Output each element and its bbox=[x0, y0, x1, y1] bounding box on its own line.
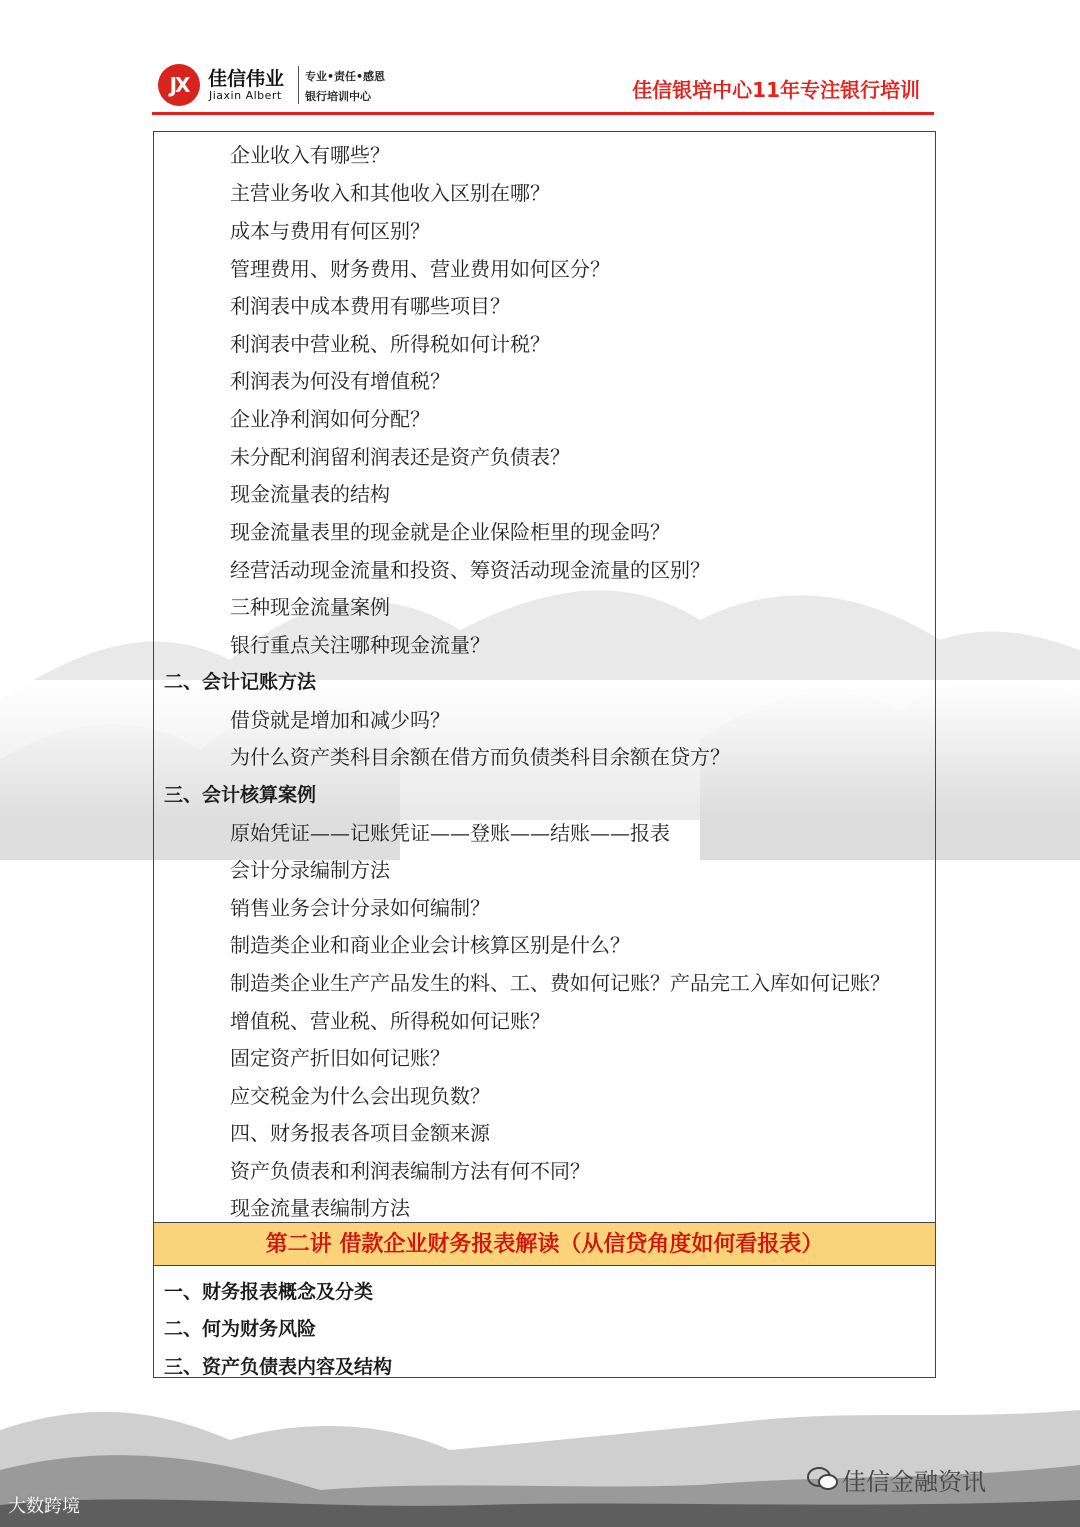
outline-item: 主营业务收入和其他收入区别在哪？ bbox=[230, 181, 550, 205]
outline-item: 银行重点关注哪种现金流量？ bbox=[230, 633, 490, 657]
watermark-left: 大数跨境 bbox=[8, 1496, 80, 1517]
logo-divider bbox=[298, 66, 299, 104]
outline-item: 经营活动现金流量和投资、筹资活动现金流量的区别？ bbox=[230, 558, 710, 582]
course-outline-box bbox=[153, 131, 936, 1378]
outline-item: 制造类企业生产产品发生的料、工、费如何记账？产品完工入库如何记账？ bbox=[230, 971, 890, 995]
document-header bbox=[158, 62, 938, 110]
outline-item: 借贷就是增加和减少吗？ bbox=[230, 708, 450, 732]
header-tagline: 佳信银培中心11年专注银行培训 bbox=[632, 78, 920, 102]
lecture-title: 第二讲 借款企业财务报表解读（从信贷角度如何看报表） bbox=[265, 1231, 824, 1257]
outline-item: 三种现金流量案例 bbox=[230, 595, 390, 619]
outline-item: 四、财务报表各项目金额来源 bbox=[230, 1121, 490, 1145]
watermark-right: 佳信金融资讯 bbox=[842, 1468, 986, 1496]
wechat-icon bbox=[806, 1466, 840, 1492]
logo-mark: JX bbox=[158, 64, 200, 106]
brand-name-en: Jiaxin Albert bbox=[209, 89, 282, 102]
outline-item: 现金流量表编制方法 bbox=[230, 1196, 410, 1220]
outline-item: 原始凭证——记账凭证——登账——结账——报表 bbox=[230, 821, 670, 845]
outline-item: 应交税金为什么会出现负数？ bbox=[230, 1084, 490, 1108]
outline-item: 企业收入有哪些？ bbox=[230, 143, 390, 167]
section-heading: 三、会计核算案例 bbox=[164, 784, 317, 806]
outline-item: 增值税、营业税、所得税如何记账？ bbox=[230, 1009, 550, 1033]
slogan-line-2: 银行培训中心 bbox=[305, 90, 371, 103]
lecture-title-bar bbox=[154, 1222, 935, 1266]
outline-item: 利润表为何没有增值税？ bbox=[230, 369, 450, 393]
section-heading: 二、会计记账方法 bbox=[164, 671, 317, 693]
outline-item: 成本与费用有何区别？ bbox=[230, 219, 430, 243]
header-divider bbox=[152, 112, 934, 115]
lecture-section-heading: 二、何为财务风险 bbox=[164, 1318, 317, 1340]
outline-item: 管理费用、财务费用、营业费用如何区分？ bbox=[230, 257, 610, 281]
outline-item: 制造类企业和商业企业会计核算区别是什么？ bbox=[230, 933, 630, 957]
outline-item: 利润表中成本费用有哪些项目？ bbox=[230, 294, 510, 318]
outline-item: 资产负债表和利润表编制方法有何不同？ bbox=[230, 1159, 590, 1183]
slogan-line-1: 专业•责任•感恩 bbox=[305, 70, 386, 83]
outline-item: 固定资产折旧如何记账？ bbox=[230, 1046, 450, 1070]
outline-item: 利润表中营业税、所得税如何计税？ bbox=[230, 332, 550, 356]
outline-item: 销售业务会计分录如何编制？ bbox=[230, 896, 490, 920]
outline-item: 为什么资产类科目余额在借方而负债类科目余额在贷方？ bbox=[230, 745, 730, 769]
outline-item: 现金流量表的结构 bbox=[230, 482, 390, 506]
lecture-section-heading: 三、资产负债表内容及结构 bbox=[164, 1356, 393, 1378]
brand-name-cn: 佳信伟业 bbox=[208, 68, 285, 90]
outline-item: 会计分录编制方法 bbox=[230, 858, 390, 882]
lecture-section-heading: 一、财务报表概念及分类 bbox=[164, 1281, 374, 1303]
outline-item: 现金流量表里的现金就是企业保险柜里的现金吗？ bbox=[230, 520, 670, 544]
outline-item: 未分配利润留利润表还是资产负债表？ bbox=[230, 445, 570, 469]
outline-item: 企业净利润如何分配？ bbox=[230, 407, 430, 431]
